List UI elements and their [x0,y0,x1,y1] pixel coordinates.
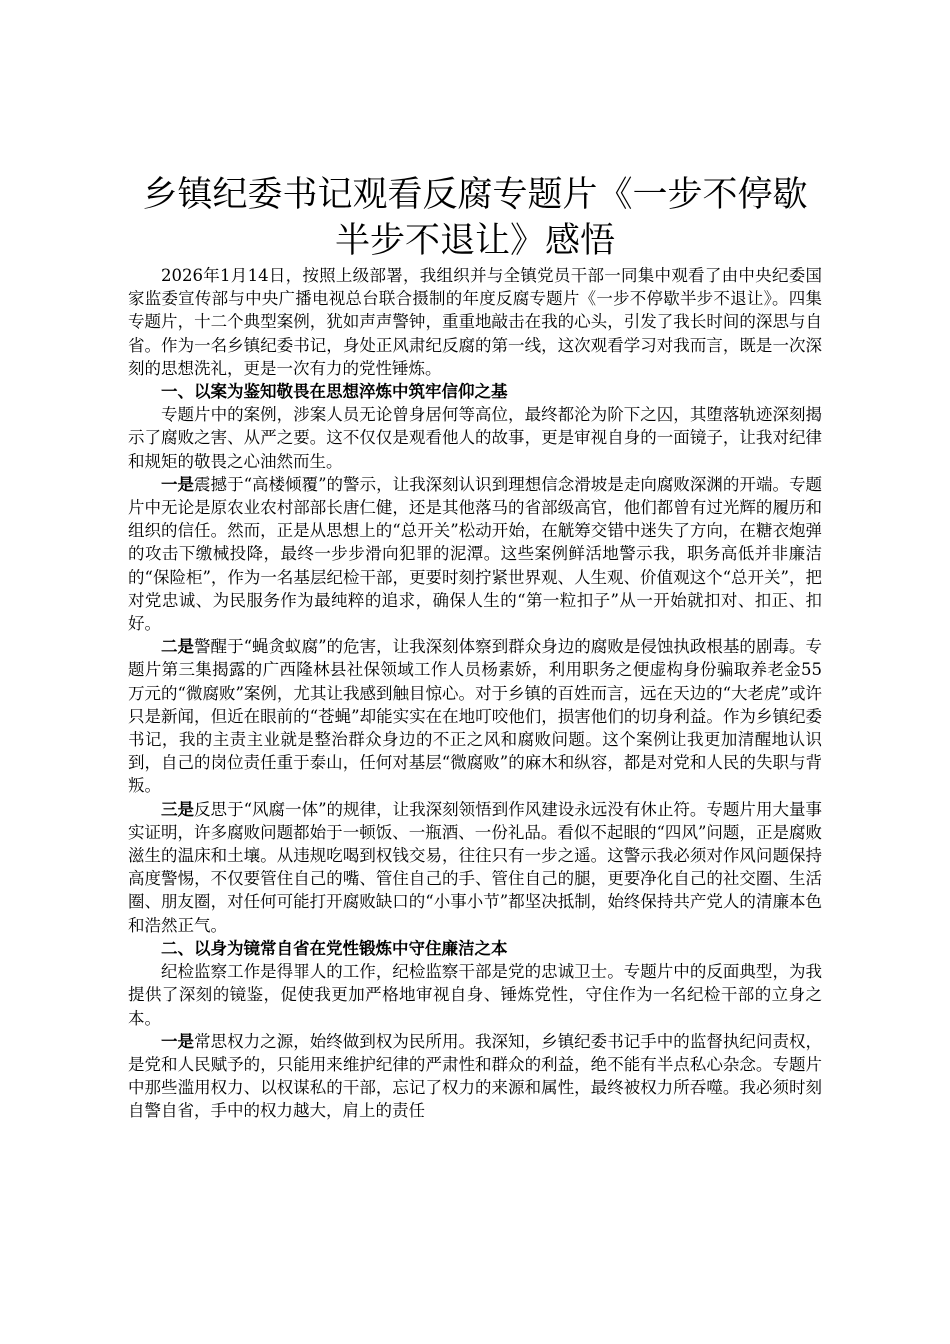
section-2-heading: 二、以身为镜常自省在党性锻炼中守住廉洁之本 [161,938,508,958]
intro-paragraph: 2026年1月14日，按照上级部署，我组织并与全镇党员干部一同集中观看了由中央纪委国家监委宣传部与中央广播电视总台联合摄制的年度反腐专题片《一步不停歇半步不退让》。四集专题片，十二个典型案例，犹如声声警钟，重重地敲击在我的心头，引发了我长时间的深思与自省。作为一名乡镇纪委书记，身处正风肃纪反腐的第一线，这次观看学习对我而言，既是一次深刻的思想洗礼，更是一次有力的党性锤炼。 [128,266,822,378]
section-2-point-1 [128,1030,822,1123]
section-1-intro: 专题片中的案例，涉案人员无论曾身居何等高位，最终都沦为阶下之囚，其堕落轨迹深刻揭示了腐败之害、从严之要。这不仅仅是观看他人的故事，更是审视自身的一面镜子，让我对纪律和规矩的敬畏之心油然而生。 [128,405,822,471]
section-2-intro: 纪检监察工作是得罪人的工作，纪检监察干部是党的忠诚卫士。专题片中的反面典型，为我提供了深刻的镜鉴，促使我更加严格地审视自身、锤炼党性，守住作为一名纪检干部的立身之本。 [128,962,822,1028]
point-lead: 二是 [161,637,195,657]
point-lead: 一是 [161,474,195,494]
document-title: 乡镇纪委书记观看反腐专题片《一步不停歇半步不退让》感悟 [142,175,808,261]
section-1-point-3 [128,798,822,937]
point-text: 警醒于“蝇贪蚁腐”的危害，让我深刻体察到群众身边的腐败是侵蚀执政根基的剧毒。专题片第三集揭露的广西隆林县社保领域工作人员杨素娇，利用职务之便虚构身份骗取养老金55万元的“微腐败”案例，尤其让我感到触目惊心。对于乡镇的百姓而言，远在天边的“大老虎”或许只是新闻，但近在眼前的“苍蝇”却能实实在在地叮咬他们，损害他们的切身利益。作为乡镇纪委书记，我的主责主业就是整治群众身边的不正之风和腐败问题。这个案例让我更加清醒地认识到，自己的岗位责任重于泰山，任何对基层“微腐败”的麻木和纵容，都是对党和人民的失职与背叛。 [128,637,822,796]
section-1-heading: 一、以案为鉴知敬畏在思想淬炼中筑牢信仰之基 [161,382,508,402]
point-text: 震撼于“高楼倾覆”的警示，让我深刻认识到理想信念滑坡是走向腐败深渊的开端。专题片中无论是原农业农村部部长唐仁健，还是其他落马的省部级高官，他们都曾有过光辉的履历和组织的信任。然而，正是从思想上的“总开关”松动开始，在觥筹交错中迷失了方向，在糖衣炮弹的攻击下缴械投降，最终一步步滑向犯罪的泥潭。这些案例鲜活地警示我，职务高低并非廉洁的“保险柜”，作为一名基层纪检干部，更要时刻拧紧世界观、人生观、价值观这个“总开关”，把对党忠诚、为民服务作为最纯粹的追求，确保人生的“第一粒扣子”从一开始就扣对、扣正、扣好。 [128,474,822,634]
document-page [128,172,822,1123]
section-1-point-2 [128,635,822,797]
point-text: 常思权力之源，始终做到权为民所用。我深知，乡镇纪委书记手中的监督执纪问责权，是党和人民赋予的，只能用来维护纪律的严肃性和群众的利益，绝不能有半点私心杂念。专题片中那些滥用权力、以权谋私的干部，忘记了权力的来源和属性，最终被权力所吞噬。我必须时刻自警自省，手中的权力越大，肩上的责任 [128,1031,823,1121]
point-lead: 三是 [161,799,195,819]
point-text: 反思于“风腐一体”的规律，让我深刻领悟到作风建设永远没有休止符。专题片用大量事实证明，许多腐败问题都始于一顿饭、一瓶酒、一份礼品。看似不起眼的“四风”问题，正是腐败滋生的温床和土壤。从违规吃喝到权钱交易，往往只有一步之遥。这警示我必须对作风问题保持高度警惕，不仅要管住自己的嘴、管住自己的手、管住自己的腿，更要净化自己的社交圈、生活圈、朋友圈，对任何可能打开腐败缺口的“小事小节”都坚决抵制，始终保持共产党人的清廉本色和浩然正气。 [128,799,822,935]
section-1-point-1 [128,473,822,635]
point-lead: 一是 [161,1031,195,1051]
